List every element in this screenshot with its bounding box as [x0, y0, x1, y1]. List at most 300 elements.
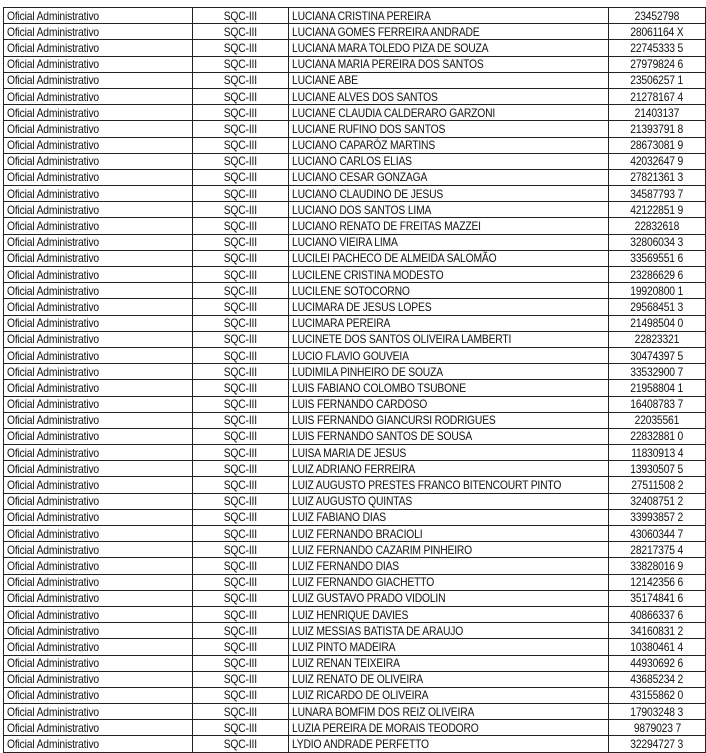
name-text: LUCIMARA DE JESUS LOPES — [291, 299, 432, 314]
position-cell — [4, 606, 193, 622]
table-row — [4, 704, 706, 720]
table-row — [4, 347, 706, 363]
position-cell — [4, 720, 193, 736]
id-number-cell — [609, 105, 706, 121]
class-cell — [192, 234, 288, 250]
id-number-text: 12142356 6 — [630, 575, 684, 590]
class-text: SQC-III — [223, 154, 257, 169]
class-cell — [192, 202, 288, 218]
class-cell — [192, 412, 288, 428]
name-cell — [288, 186, 608, 202]
name-cell — [288, 299, 608, 315]
class-cell — [192, 267, 288, 283]
table-row — [4, 331, 706, 347]
class-cell — [192, 428, 288, 444]
table-row — [4, 218, 706, 234]
table-row — [4, 639, 706, 655]
id-number-cell — [609, 736, 706, 752]
position-text: Oficial Administrativo — [7, 299, 100, 314]
class-cell — [192, 105, 288, 121]
name-cell — [288, 40, 608, 56]
id-number-cell — [609, 218, 706, 234]
position-text: Oficial Administrativo — [7, 138, 100, 153]
position-cell — [4, 671, 193, 687]
position-cell — [4, 655, 193, 671]
table-row — [4, 445, 706, 461]
position-text: Oficial Administrativo — [7, 380, 100, 395]
name-text: LUCIMARA PEREIRA — [291, 316, 391, 331]
position-text: Oficial Administrativo — [7, 73, 100, 88]
position-cell — [4, 234, 193, 250]
position-text: Oficial Administrativo — [7, 542, 100, 557]
name-text: LUIZ FERNANDO DIAS — [291, 558, 399, 573]
class-text: SQC-III — [223, 332, 257, 347]
class-text: SQC-III — [223, 348, 257, 363]
class-text: SQC-III — [223, 575, 257, 590]
id-number-text: 42122851 9 — [630, 202, 684, 217]
position-cell — [4, 299, 193, 315]
position-cell — [4, 477, 193, 493]
id-number-text: 11830913 4 — [630, 445, 684, 460]
class-cell — [192, 736, 288, 752]
name-text: LUIZ AUGUSTO QUINTAS — [291, 494, 413, 509]
class-text: SQC-III — [223, 170, 257, 185]
class-cell — [192, 606, 288, 622]
class-text: SQC-III — [223, 267, 257, 282]
class-text: SQC-III — [223, 429, 257, 444]
class-text: SQC-III — [223, 8, 257, 23]
name-cell — [288, 720, 608, 736]
class-cell — [192, 526, 288, 542]
position-cell — [4, 186, 193, 202]
class-text: SQC-III — [223, 121, 257, 136]
class-text: SQC-III — [223, 380, 257, 395]
position-text: Oficial Administrativo — [7, 510, 100, 525]
class-cell — [192, 671, 288, 687]
table-row — [4, 88, 706, 104]
class-cell — [192, 590, 288, 606]
class-text: SQC-III — [223, 672, 257, 687]
name-text: LUIZ PINTO MADEIRA — [291, 639, 396, 654]
position-cell — [4, 704, 193, 720]
position-text: Oficial Administrativo — [7, 348, 100, 363]
name-text: LUIS FERNANDO SANTOS DE SOUSA — [291, 429, 473, 444]
id-number-text: 17903248 3 — [630, 704, 684, 719]
position-text: Oficial Administrativo — [7, 526, 100, 541]
table-row — [4, 40, 706, 56]
name-cell — [288, 347, 608, 363]
position-cell — [4, 558, 193, 574]
class-cell — [192, 720, 288, 736]
position-cell — [4, 493, 193, 509]
position-text: Oficial Administrativo — [7, 89, 100, 104]
name-cell — [288, 267, 608, 283]
class-text: SQC-III — [223, 704, 257, 719]
id-number-cell — [609, 558, 706, 574]
name-cell — [288, 445, 608, 461]
class-cell — [192, 137, 288, 153]
position-cell — [4, 445, 193, 461]
position-text: Oficial Administrativo — [7, 461, 100, 476]
name-cell — [288, 137, 608, 153]
name-text: LUCIANA MARIA PEREIRA DOS SANTOS — [291, 57, 484, 72]
id-number-text: 22823321 — [634, 332, 680, 347]
id-number-text: 44930692 6 — [630, 656, 684, 671]
position-cell — [4, 428, 193, 444]
class-cell — [192, 72, 288, 88]
name-text: LUCIANE ALVES DOS SANTOS — [291, 89, 438, 104]
position-text: Oficial Administrativo — [7, 57, 100, 72]
class-cell — [192, 542, 288, 558]
class-cell — [192, 655, 288, 671]
name-cell — [288, 639, 608, 655]
class-text: SQC-III — [223, 688, 257, 703]
class-text: SQC-III — [223, 299, 257, 314]
position-text: Oficial Administrativo — [7, 24, 100, 39]
name-cell — [288, 380, 608, 396]
table-row — [4, 396, 706, 412]
position-cell — [4, 526, 193, 542]
class-text: SQC-III — [223, 105, 257, 120]
id-number-text: 33828016 9 — [630, 558, 684, 573]
table-row — [4, 493, 706, 509]
position-text: Oficial Administrativo — [7, 170, 100, 185]
table-row — [4, 380, 706, 396]
id-number-cell — [609, 250, 706, 266]
position-cell — [4, 315, 193, 331]
name-cell — [288, 590, 608, 606]
name-text: LUCIANE CLAUDIA CALDERARO GARZONI — [291, 105, 496, 120]
name-text: LUCIANO CARLOS ELIAS — [291, 154, 412, 169]
class-cell — [192, 687, 288, 703]
name-cell — [288, 72, 608, 88]
position-text: Oficial Administrativo — [7, 478, 100, 493]
position-cell — [4, 639, 193, 655]
class-cell — [192, 315, 288, 331]
name-cell — [288, 218, 608, 234]
class-cell — [192, 40, 288, 56]
id-number-cell — [609, 315, 706, 331]
position-cell — [4, 687, 193, 703]
class-cell — [192, 445, 288, 461]
name-cell — [288, 526, 608, 542]
class-text: SQC-III — [223, 57, 257, 72]
class-cell — [192, 283, 288, 299]
id-number-cell — [609, 347, 706, 363]
class-cell — [192, 623, 288, 639]
class-cell — [192, 509, 288, 525]
name-cell — [288, 655, 608, 671]
class-cell — [192, 8, 288, 24]
id-number-text: 22745333 5 — [630, 40, 684, 55]
id-number-cell — [609, 606, 706, 622]
position-cell — [4, 347, 193, 363]
position-text: Oficial Administrativo — [7, 186, 100, 201]
name-text: LUIZ HENRIQUE DAVIES — [291, 607, 409, 622]
class-text: SQC-III — [223, 737, 257, 752]
id-number-text: 27511508 2 — [630, 478, 684, 493]
name-text: LUCINETE DOS SANTOS OLIVEIRA LAMBERTI — [291, 332, 512, 347]
class-text: SQC-III — [223, 24, 257, 39]
class-cell — [192, 153, 288, 169]
name-text: LUIZ RICARDO DE OLIVEIRA — [291, 688, 429, 703]
class-cell — [192, 121, 288, 137]
table-row — [4, 574, 706, 590]
position-text: Oficial Administrativo — [7, 235, 100, 250]
id-number-text: 28673081 9 — [630, 138, 684, 153]
id-number-text: 28217375 4 — [630, 542, 684, 557]
position-text: Oficial Administrativo — [7, 8, 100, 23]
name-cell — [288, 283, 608, 299]
class-cell — [192, 331, 288, 347]
name-text: LUIZ FERNANDO CAZARIM PINHEIRO — [291, 542, 473, 557]
id-number-cell — [609, 445, 706, 461]
position-cell — [4, 105, 193, 121]
name-text: LUIS FABIANO COLOMBO TSUBONE — [291, 380, 466, 395]
position-text: Oficial Administrativo — [7, 672, 100, 687]
name-text: LUIS FERNANDO GIANCURSI RODRIGUES — [291, 413, 496, 428]
position-cell — [4, 283, 193, 299]
position-text: Oficial Administrativo — [7, 316, 100, 331]
table-row — [4, 526, 706, 542]
id-number-cell — [609, 72, 706, 88]
table-row — [4, 72, 706, 88]
id-number-text: 27821361 3 — [630, 170, 684, 185]
name-text: LUIS FERNANDO CARDOSO — [291, 397, 428, 412]
name-cell — [288, 234, 608, 250]
class-text: SQC-III — [223, 623, 257, 638]
id-number-cell — [609, 639, 706, 655]
name-text: LUDIMILA PINHEIRO DE SOUZA — [291, 364, 443, 379]
name-text: LUCIANO CAPARÓZ MARTINS — [291, 138, 435, 153]
name-text: LUCIANA GOMES FERREIRA ANDRADE — [291, 24, 480, 39]
id-number-text: 22832618 — [634, 219, 680, 234]
name-cell — [288, 169, 608, 185]
id-number-cell — [609, 477, 706, 493]
name-text: LUIZ FERNANDO GIACHETTO — [291, 575, 435, 590]
id-number-cell — [609, 396, 706, 412]
class-cell — [192, 493, 288, 509]
id-number-cell — [609, 56, 706, 72]
class-text: SQC-III — [223, 413, 257, 428]
name-text: LUIZ MESSIAS BATISTA DE ARAUJO — [291, 623, 464, 638]
table-row — [4, 105, 706, 121]
id-number-cell — [609, 186, 706, 202]
id-number-cell — [609, 153, 706, 169]
position-text: Oficial Administrativo — [7, 704, 100, 719]
position-cell — [4, 267, 193, 283]
id-number-text: 23286629 6 — [630, 267, 684, 282]
table-row — [4, 121, 706, 137]
id-number-cell — [609, 623, 706, 639]
name-text: LUCIANA MARA TOLEDO PIZA DE SOUZA — [291, 40, 489, 55]
name-cell — [288, 88, 608, 104]
class-text: SQC-III — [223, 526, 257, 541]
id-number-text: 21278167 4 — [630, 89, 684, 104]
position-cell — [4, 56, 193, 72]
position-text: Oficial Administrativo — [7, 429, 100, 444]
position-cell — [4, 88, 193, 104]
class-text: SQC-III — [223, 445, 257, 460]
class-text: SQC-III — [223, 283, 257, 298]
id-number-cell — [609, 8, 706, 24]
class-cell — [192, 477, 288, 493]
id-number-text: 21498504 0 — [630, 316, 684, 331]
name-cell — [288, 153, 608, 169]
name-text: LUIZ FABIANO DIAS — [291, 510, 386, 525]
name-cell — [288, 315, 608, 331]
class-text: SQC-III — [223, 591, 257, 606]
position-cell — [4, 153, 193, 169]
position-text: Oficial Administrativo — [7, 575, 100, 590]
name-text: LUCILENE CRISTINA MODESTO — [291, 267, 444, 282]
table-row — [4, 250, 706, 266]
id-number-text: 22035561 — [634, 413, 680, 428]
position-cell — [4, 8, 193, 24]
table-row — [4, 364, 706, 380]
id-number-cell — [609, 720, 706, 736]
name-text: LUCIANO CESAR GONZAGA — [291, 170, 428, 185]
class-cell — [192, 558, 288, 574]
position-cell — [4, 736, 193, 752]
table-row — [4, 267, 706, 283]
position-text: Oficial Administrativo — [7, 623, 100, 638]
id-number-cell — [609, 574, 706, 590]
name-text: LUZIA PEREIRA DE MORAIS TEODORO — [291, 720, 479, 735]
class-text: SQC-III — [223, 219, 257, 234]
position-cell — [4, 574, 193, 590]
id-number-text: 33993857 2 — [630, 510, 684, 525]
id-number-cell — [609, 590, 706, 606]
table-row — [4, 202, 706, 218]
class-cell — [192, 639, 288, 655]
name-cell — [288, 24, 608, 40]
id-number-text: 35174841 6 — [630, 591, 684, 606]
name-cell — [288, 606, 608, 622]
class-cell — [192, 250, 288, 266]
id-number-text: 19920800 1 — [630, 283, 684, 298]
name-cell — [288, 202, 608, 218]
class-cell — [192, 186, 288, 202]
id-number-text: 43060344 7 — [630, 526, 684, 541]
table-row — [4, 736, 706, 752]
class-text: SQC-III — [223, 364, 257, 379]
class-cell — [192, 299, 288, 315]
table-row — [4, 169, 706, 185]
id-number-cell — [609, 40, 706, 56]
name-text: LUCIANO DOS SANTOS LIMA — [291, 202, 432, 217]
id-number-cell — [609, 542, 706, 558]
class-text: SQC-III — [223, 202, 257, 217]
name-cell — [288, 623, 608, 639]
position-cell — [4, 169, 193, 185]
position-cell — [4, 72, 193, 88]
id-number-cell — [609, 267, 706, 283]
position-text: Oficial Administrativo — [7, 591, 100, 606]
name-cell — [288, 412, 608, 428]
table-row — [4, 606, 706, 622]
name-text: LUIZ RENAN TEIXEIRA — [291, 656, 400, 671]
position-cell — [4, 412, 193, 428]
position-text: Oficial Administrativo — [7, 494, 100, 509]
name-text: LUCIANO RENATO DE FREITAS MAZZEI — [291, 219, 481, 234]
table-row — [4, 671, 706, 687]
class-text: SQC-III — [223, 510, 257, 525]
class-text: SQC-III — [223, 478, 257, 493]
table-row — [4, 153, 706, 169]
name-cell — [288, 704, 608, 720]
id-number-cell — [609, 24, 706, 40]
table-row — [4, 590, 706, 606]
position-cell — [4, 40, 193, 56]
class-text: SQC-III — [223, 639, 257, 654]
position-text: Oficial Administrativo — [7, 364, 100, 379]
class-text: SQC-III — [223, 89, 257, 104]
position-text: Oficial Administrativo — [7, 283, 100, 298]
id-number-cell — [609, 655, 706, 671]
id-number-text: 23506257 1 — [630, 73, 684, 88]
class-text: SQC-III — [223, 40, 257, 55]
name-cell — [288, 105, 608, 121]
class-text: SQC-III — [223, 186, 257, 201]
position-cell — [4, 137, 193, 153]
position-cell — [4, 218, 193, 234]
name-cell — [288, 558, 608, 574]
id-number-text: 32806034 3 — [630, 235, 684, 250]
id-number-cell — [609, 299, 706, 315]
table-row — [4, 234, 706, 250]
position-text: Oficial Administrativo — [7, 397, 100, 412]
name-cell — [288, 687, 608, 703]
position-text: Oficial Administrativo — [7, 40, 100, 55]
class-text: SQC-III — [223, 656, 257, 671]
position-cell — [4, 509, 193, 525]
id-number-text: 13930507 5 — [630, 461, 684, 476]
id-number-cell — [609, 493, 706, 509]
position-text: Oficial Administrativo — [7, 267, 100, 282]
id-number-cell — [609, 202, 706, 218]
id-number-text: 28061164 X — [630, 24, 684, 39]
name-text: LUCIANA CRISTINA PEREIRA — [291, 8, 431, 23]
table-row — [4, 428, 706, 444]
class-cell — [192, 56, 288, 72]
id-number-text: 33569551 6 — [630, 251, 684, 266]
id-number-text: 21393791 8 — [630, 121, 684, 136]
position-text: Oficial Administrativo — [7, 737, 100, 752]
name-text: LUIZ AUGUSTO PRESTES FRANCO BITENCOURT PINTO — [291, 478, 562, 493]
name-cell — [288, 542, 608, 558]
table-row — [4, 56, 706, 72]
position-text: Oficial Administrativo — [7, 688, 100, 703]
id-number-cell — [609, 461, 706, 477]
id-number-cell — [609, 526, 706, 542]
position-cell — [4, 24, 193, 40]
table-row — [4, 558, 706, 574]
class-cell — [192, 396, 288, 412]
class-text: SQC-III — [223, 461, 257, 476]
name-cell — [288, 736, 608, 752]
table-row — [4, 8, 706, 24]
id-number-cell — [609, 704, 706, 720]
class-cell — [192, 574, 288, 590]
class-text: SQC-III — [223, 73, 257, 88]
id-number-text: 23452798 — [634, 8, 680, 23]
name-cell — [288, 428, 608, 444]
table-row — [4, 720, 706, 736]
table-row — [4, 283, 706, 299]
class-cell — [192, 169, 288, 185]
id-number-cell — [609, 88, 706, 104]
